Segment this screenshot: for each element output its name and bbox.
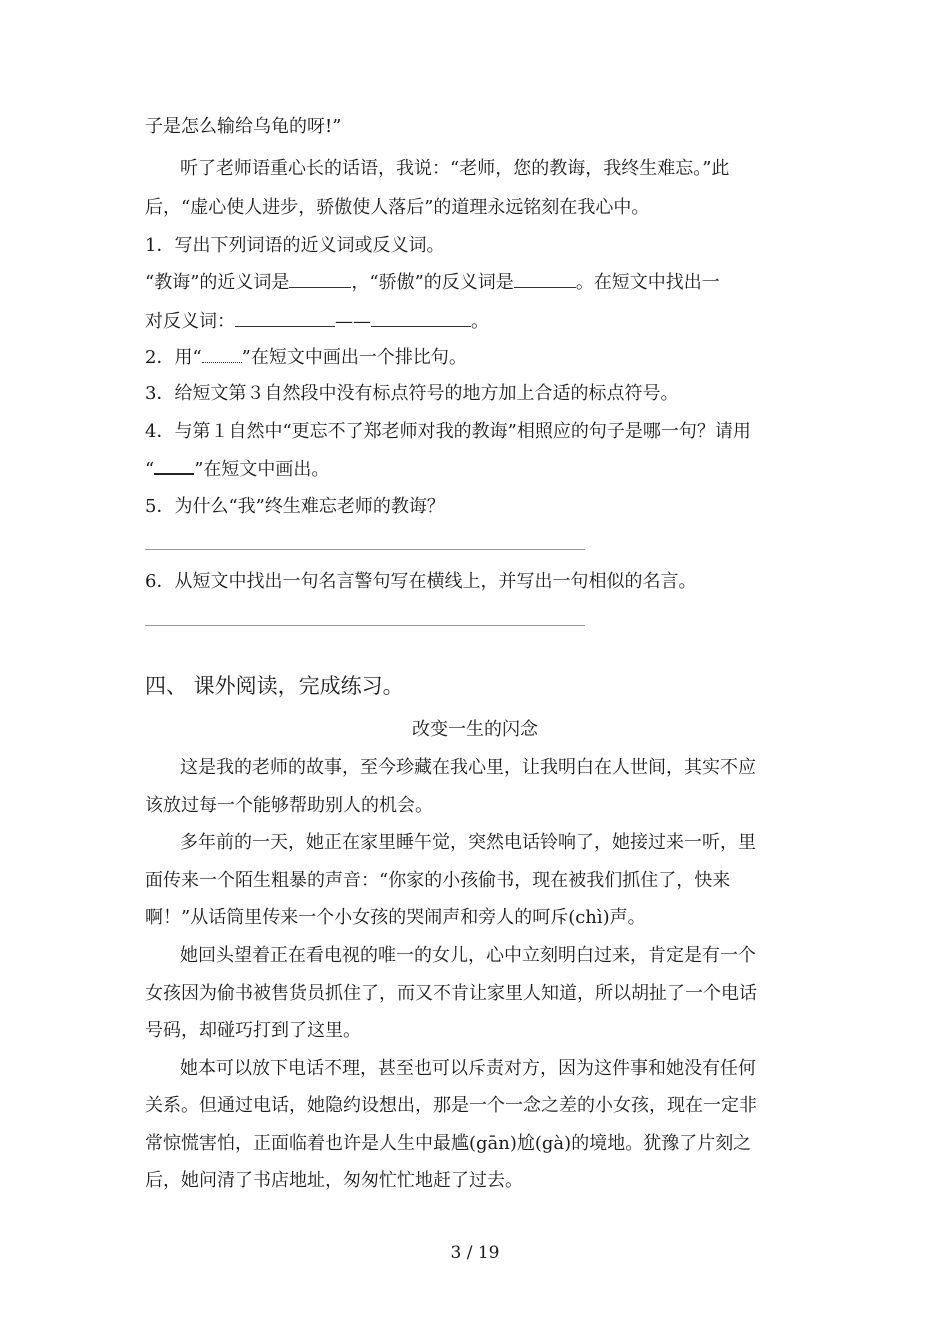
question-text: 2．用“ [145, 347, 202, 368]
passage-text: 子是怎么输给乌龟的呀!” [145, 116, 342, 137]
passage-text: 后，“虚心使人进步，骄傲使人落后”的道理永远铭刻在我心中。 [145, 197, 650, 218]
answer-blank[interactable] [371, 310, 471, 327]
passage-title: 改变一生的闪念 [412, 719, 538, 740]
paragraph-line: 号码，却碰巧打到了这里。 [145, 1020, 361, 1041]
page-number: 3 / 19 [450, 1243, 500, 1263]
question-2 [145, 345, 805, 371]
paragraph-line: 她回头望着正在看电视的唯一的女儿，心中立刻明白过来，肯定是有一个 [180, 945, 756, 966]
answer-line[interactable] [145, 549, 585, 550]
paragraph-line: 后，她问清了书店地址，匆匆忙忙地赶了过去。 [145, 1170, 523, 1191]
question-text: “教诲”的近义词是 [145, 272, 290, 293]
paragraph-line: 该放过每一个能够帮助别人的机会。 [145, 795, 433, 816]
question-6: 6．从短文中找出一句名言警句写在横线上，并写出一句相似的名言。 [145, 571, 697, 592]
question-1-fill [145, 270, 805, 296]
paragraph-line: 啊！”从话筒里传来一个小女孩的哭闹声和旁人的呵斥(chì)声。 [145, 907, 646, 928]
question-text: ”在短文中画出。 [194, 459, 330, 480]
answer-blank[interactable] [289, 271, 351, 288]
question-3: 3．给短文第３自然段中没有标点符号的地方加上合适的标点符号。 [145, 383, 679, 404]
answer-blank[interactable] [514, 271, 576, 288]
question-text: ，“骄傲”的反义词是 [351, 272, 514, 293]
section-heading: 四、 课外阅读，完成练习。 [145, 674, 404, 698]
question-text: ”在短文中画出一个排比句。 [241, 347, 467, 368]
question-5: 5．为什么“我”终生难忘老师的教诲？ [145, 496, 445, 517]
paragraph-line: 女孩因为偷书被售货员抓住了，而又不肯让家里人知道，所以胡扯了一个电话 [145, 983, 757, 1004]
question-4-cont [145, 457, 805, 483]
paragraph-line: 多年前的一天，她正在家里睡午觉，突然电话铃响了，她接过来一听，里 [180, 832, 756, 853]
question-text: —— [335, 311, 371, 332]
answer-blank[interactable] [235, 310, 335, 327]
paragraph-line: 面传来一个陌生粗暴的声音：“你家的小孩偷书，现在被我们抓住了，快来 [145, 870, 731, 891]
question-text: “ [145, 459, 155, 480]
question-4: 4．与第１自然中“更忘不了郑老师对我的教诲”相照应的句子是哪一句？请用 [145, 421, 751, 442]
answer-line[interactable] [145, 625, 585, 626]
question-text: 。 [471, 311, 489, 332]
straight-underline-mark [154, 457, 194, 475]
paragraph-line: 常惊慌害怕，正面临着也许是人生中最尴(gān)尬(gà)的境地。犹豫了片刻之 [145, 1133, 752, 1154]
question-1: 1．写出下列词语的近义词或反义词。 [145, 235, 445, 256]
passage-text: 听了老师语重心长的话语，我说：“老师，您的教诲，我终生难忘。”此 [180, 158, 730, 179]
paragraph-line: 她本可以放下电话不理，甚至也可以斥责对方，因为这件事和她没有任何 [180, 1058, 756, 1079]
wavy-underline-mark [202, 346, 242, 363]
question-1-pair [145, 309, 805, 335]
paragraph-line: 关系。但通过电话，她隐约设想出，那是一个一念之差的小女孩，现在一定非 [145, 1095, 757, 1116]
question-text: 对反义词： [145, 311, 235, 332]
question-text: 。在短文中找出一 [575, 272, 720, 293]
paragraph-line: 这是我的老师的故事，至今珍藏在我心里，让我明白在人世间，其实不应 [180, 757, 756, 778]
